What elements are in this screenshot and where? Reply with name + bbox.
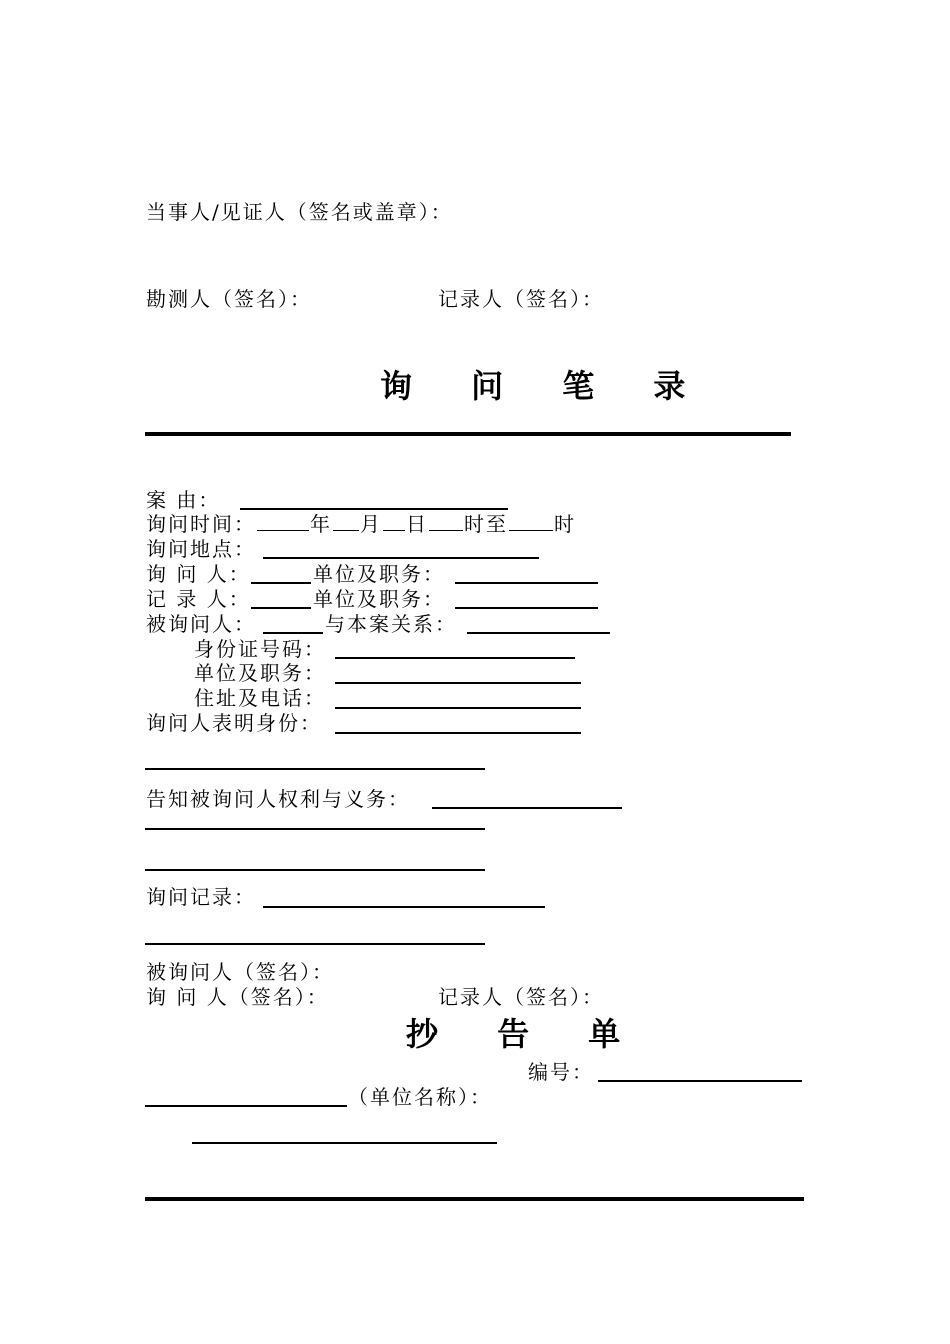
unit-name-label: （单位名称）： <box>348 1085 492 1109</box>
id-number-blank[interactable] <box>335 657 575 659</box>
party-witness-signature-label: 当事人/见证人（签名或盖章）： <box>146 200 453 224</box>
title-divider <box>145 432 791 436</box>
recorder-unit-blank[interactable] <box>455 607 598 609</box>
rights-duties-line-2[interactable] <box>145 828 485 830</box>
recorder-signature-label: 记录人（签名）： <box>438 287 604 311</box>
address-phone-blank[interactable] <box>335 707 581 709</box>
id-number-label: 身份证号码： <box>194 637 326 661</box>
copy-notice-title: 抄 告 单 <box>406 1015 645 1053</box>
case-cause-blank[interactable] <box>240 508 508 510</box>
relation-label: 与本案关系： <box>325 612 457 636</box>
unit-position-blank[interactable] <box>335 682 581 684</box>
rights-duties-label: 告知被询问人权利与义务： <box>146 787 410 811</box>
number-label: 编号： <box>528 1060 594 1084</box>
inquirer-label: 询 问 人： <box>146 562 251 586</box>
case-cause-label: 案 由： <box>146 488 221 512</box>
inquirer-unit-blank[interactable] <box>455 582 598 584</box>
hour-to-label: 时至 <box>464 512 508 536</box>
hour-label: 时 <box>554 512 576 536</box>
day-label: 日 <box>406 512 428 536</box>
identify-self-label: 询问人表明身份： <box>146 711 322 735</box>
relation-blank[interactable] <box>467 632 610 634</box>
hour-to-blank[interactable] <box>509 512 553 531</box>
inquiry-title: 询 问 笔 录 <box>380 367 710 405</box>
identify-self-continuation-line[interactable] <box>145 768 485 770</box>
identify-self-blank[interactable] <box>335 732 581 734</box>
inquiry-time-label: 询问时间： <box>146 512 256 536</box>
recorder-unit-label: 单位及职务： <box>313 587 445 611</box>
unit-name-blank[interactable] <box>145 1105 347 1107</box>
inquiry-record-label: 询问记录： <box>146 885 256 909</box>
day-blank[interactable] <box>383 512 405 531</box>
inquiry-place-blank[interactable] <box>263 557 539 559</box>
inquirer-signature-label: 询 问 人（签名）： <box>146 985 329 1009</box>
inquirer-blank[interactable] <box>251 582 311 584</box>
year-blank[interactable] <box>257 512 309 531</box>
address-phone-label: 住址及电话： <box>194 686 326 710</box>
year-label: 年 <box>310 512 332 536</box>
month-blank[interactable] <box>333 512 359 531</box>
unit-position-label: 单位及职务： <box>194 661 326 685</box>
inquiry-time-row <box>146 512 576 536</box>
number-blank[interactable] <box>598 1080 802 1082</box>
inquired-person-label: 被询问人： <box>146 612 256 636</box>
inquired-person-signature-label: 被询问人（签名）： <box>146 960 334 984</box>
notice-content-blank[interactable] <box>192 1142 497 1144</box>
month-label: 月 <box>360 512 382 536</box>
surveyor-signature-label: 勘测人（签名）： <box>146 287 312 311</box>
inquiry-record-blank[interactable] <box>263 906 545 908</box>
rights-duties-blank[interactable] <box>432 807 622 809</box>
inquiry-record-line-2[interactable] <box>145 943 485 945</box>
inquirer-unit-label: 单位及职务： <box>313 562 445 586</box>
inquiry-place-label: 询问地点： <box>146 537 256 561</box>
recorder-blank[interactable] <box>251 607 311 609</box>
recorder-field-label: 记 录 人： <box>146 587 251 611</box>
recorder-signature-label-bottom: 记录人（签名）： <box>438 985 604 1009</box>
bottom-divider <box>145 1197 804 1201</box>
inquired-person-blank[interactable] <box>263 632 323 634</box>
rights-duties-line-3[interactable] <box>145 869 485 871</box>
hour-from-blank[interactable] <box>429 512 463 531</box>
